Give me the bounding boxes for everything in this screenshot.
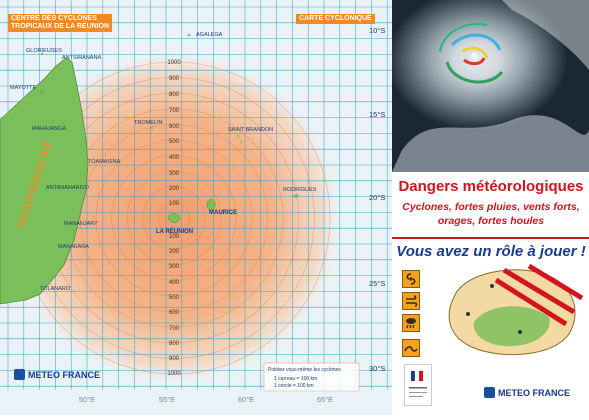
- reunion-island: [168, 213, 179, 222]
- red-divider: [392, 237, 589, 239]
- meteo-france-logo-icon: [484, 387, 495, 398]
- dangers-line: orages, fortes houles: [437, 215, 545, 227]
- heavy-rain-icon: [402, 314, 420, 332]
- note-line: 1 carreau = 100 km: [274, 376, 318, 382]
- ring-label: 200: [168, 186, 180, 192]
- agalega-island: [188, 34, 191, 37]
- satellite-image: [392, 0, 589, 172]
- ring-label: 500: [168, 295, 180, 301]
- cyclone-eye: [471, 53, 478, 60]
- note-line: 1 cercle = 100 km: [274, 383, 314, 389]
- satellite-cyclone-picture: [392, 0, 589, 172]
- info-panel: [392, 0, 589, 415]
- lat-label: 10°S: [369, 26, 386, 35]
- ring-label: 600: [168, 124, 180, 130]
- note-line: Pointez vous-même les cyclones: [268, 367, 341, 373]
- label-antsiranana: ANTSIRANANA: [62, 55, 102, 61]
- label-tromelin: TROMELIN: [134, 120, 163, 126]
- map-title-left: [8, 14, 112, 32]
- saint-brandon-reef: [240, 141, 242, 143]
- label-antananarivo: ANTANANARIVO: [46, 185, 89, 191]
- label-agalega: AGALEGA: [196, 32, 223, 38]
- wind-icon: [402, 292, 420, 310]
- label-glorieuses: GLORIEUSES: [26, 48, 62, 54]
- madagascar-label: MADAGASCAR: [15, 138, 55, 229]
- label-rodrigues: RODRIGUES: [283, 187, 317, 193]
- label-mayotte: MAYOTTE: [10, 85, 37, 91]
- label-tolanaro: TOLANARO: [40, 286, 71, 292]
- ring-label: 200: [168, 249, 180, 255]
- government-logo: [404, 364, 432, 406]
- dangers-title: Dangers météorologiques: [398, 178, 584, 195]
- ring-label: 700: [168, 326, 180, 332]
- tromelin-island: [151, 127, 153, 129]
- ring-label: 400: [168, 280, 180, 286]
- ring-label: 1000: [167, 60, 181, 66]
- ring-label: 600: [168, 310, 180, 316]
- ring-label: 300: [168, 171, 180, 177]
- swell-icon: [402, 339, 420, 357]
- logo-text: METEO FRANCE: [498, 387, 570, 398]
- ring-label: 700: [168, 108, 180, 114]
- saint-brandon-island: [237, 135, 239, 137]
- lat-label: 25°S: [369, 279, 386, 288]
- ring-label: 300: [168, 264, 180, 270]
- lat-label: 15°S: [369, 110, 386, 119]
- ring-label: 400: [168, 155, 180, 161]
- dangers-subtitle: [396, 200, 586, 228]
- label-mahajanga: MAHAJANGA: [32, 126, 67, 132]
- mayotte-island: [40, 90, 43, 93]
- lat-label: 20°S: [369, 193, 386, 202]
- map-title-right: CARTE CYCLONIQUE: [296, 14, 375, 24]
- rodrigues-island: [293, 194, 299, 197]
- ring-label: 900: [168, 76, 180, 82]
- logo-text: METEO FRANCE: [28, 369, 100, 380]
- ring-label: 100: [168, 201, 180, 207]
- lon-label: 55°E: [158, 395, 176, 404]
- lat-label: 30°S: [369, 364, 386, 373]
- bottom-strip: [0, 389, 392, 415]
- label-la-reunion: LA RÉUNION: [156, 229, 194, 235]
- label-manakara: MANAKARA: [58, 244, 89, 250]
- map-title-line: TROPICAUX DE LA RÉUNION: [11, 23, 110, 30]
- meteo-france-logo-left: [14, 369, 100, 380]
- ring-label: 100: [168, 234, 180, 240]
- label-saint-brandon: SAINT BRANDON: [228, 127, 274, 133]
- map-title-line: CENTRE DES CYCLONES: [11, 15, 97, 22]
- dangers-line: Cyclones, fortes pluies, vents forts,: [402, 201, 580, 213]
- label-mananjary: MANANJARY: [64, 221, 98, 227]
- meteo-france-logo-icon: [14, 369, 25, 380]
- label-toamasina: TOAMASINA: [88, 159, 121, 165]
- meteo-france-logo-right: [484, 387, 570, 398]
- label-maurice: MAURICE: [209, 210, 237, 216]
- ring-label: 900: [168, 356, 180, 362]
- reunion-zone-map: [434, 262, 584, 362]
- role-slogan: Vous avez un rôle à jouer !: [396, 243, 586, 260]
- ring-label: 800: [168, 341, 180, 347]
- lon-label: 60°E: [237, 395, 255, 404]
- ring-label: 500: [168, 139, 180, 145]
- ring-label: 1000: [167, 371, 181, 377]
- maurice-island: [207, 200, 215, 211]
- cyclone-icon: [402, 270, 420, 288]
- lon-label: 50°E: [78, 395, 96, 404]
- lon-label: 65°E: [316, 395, 334, 404]
- ring-label: 800: [168, 92, 180, 98]
